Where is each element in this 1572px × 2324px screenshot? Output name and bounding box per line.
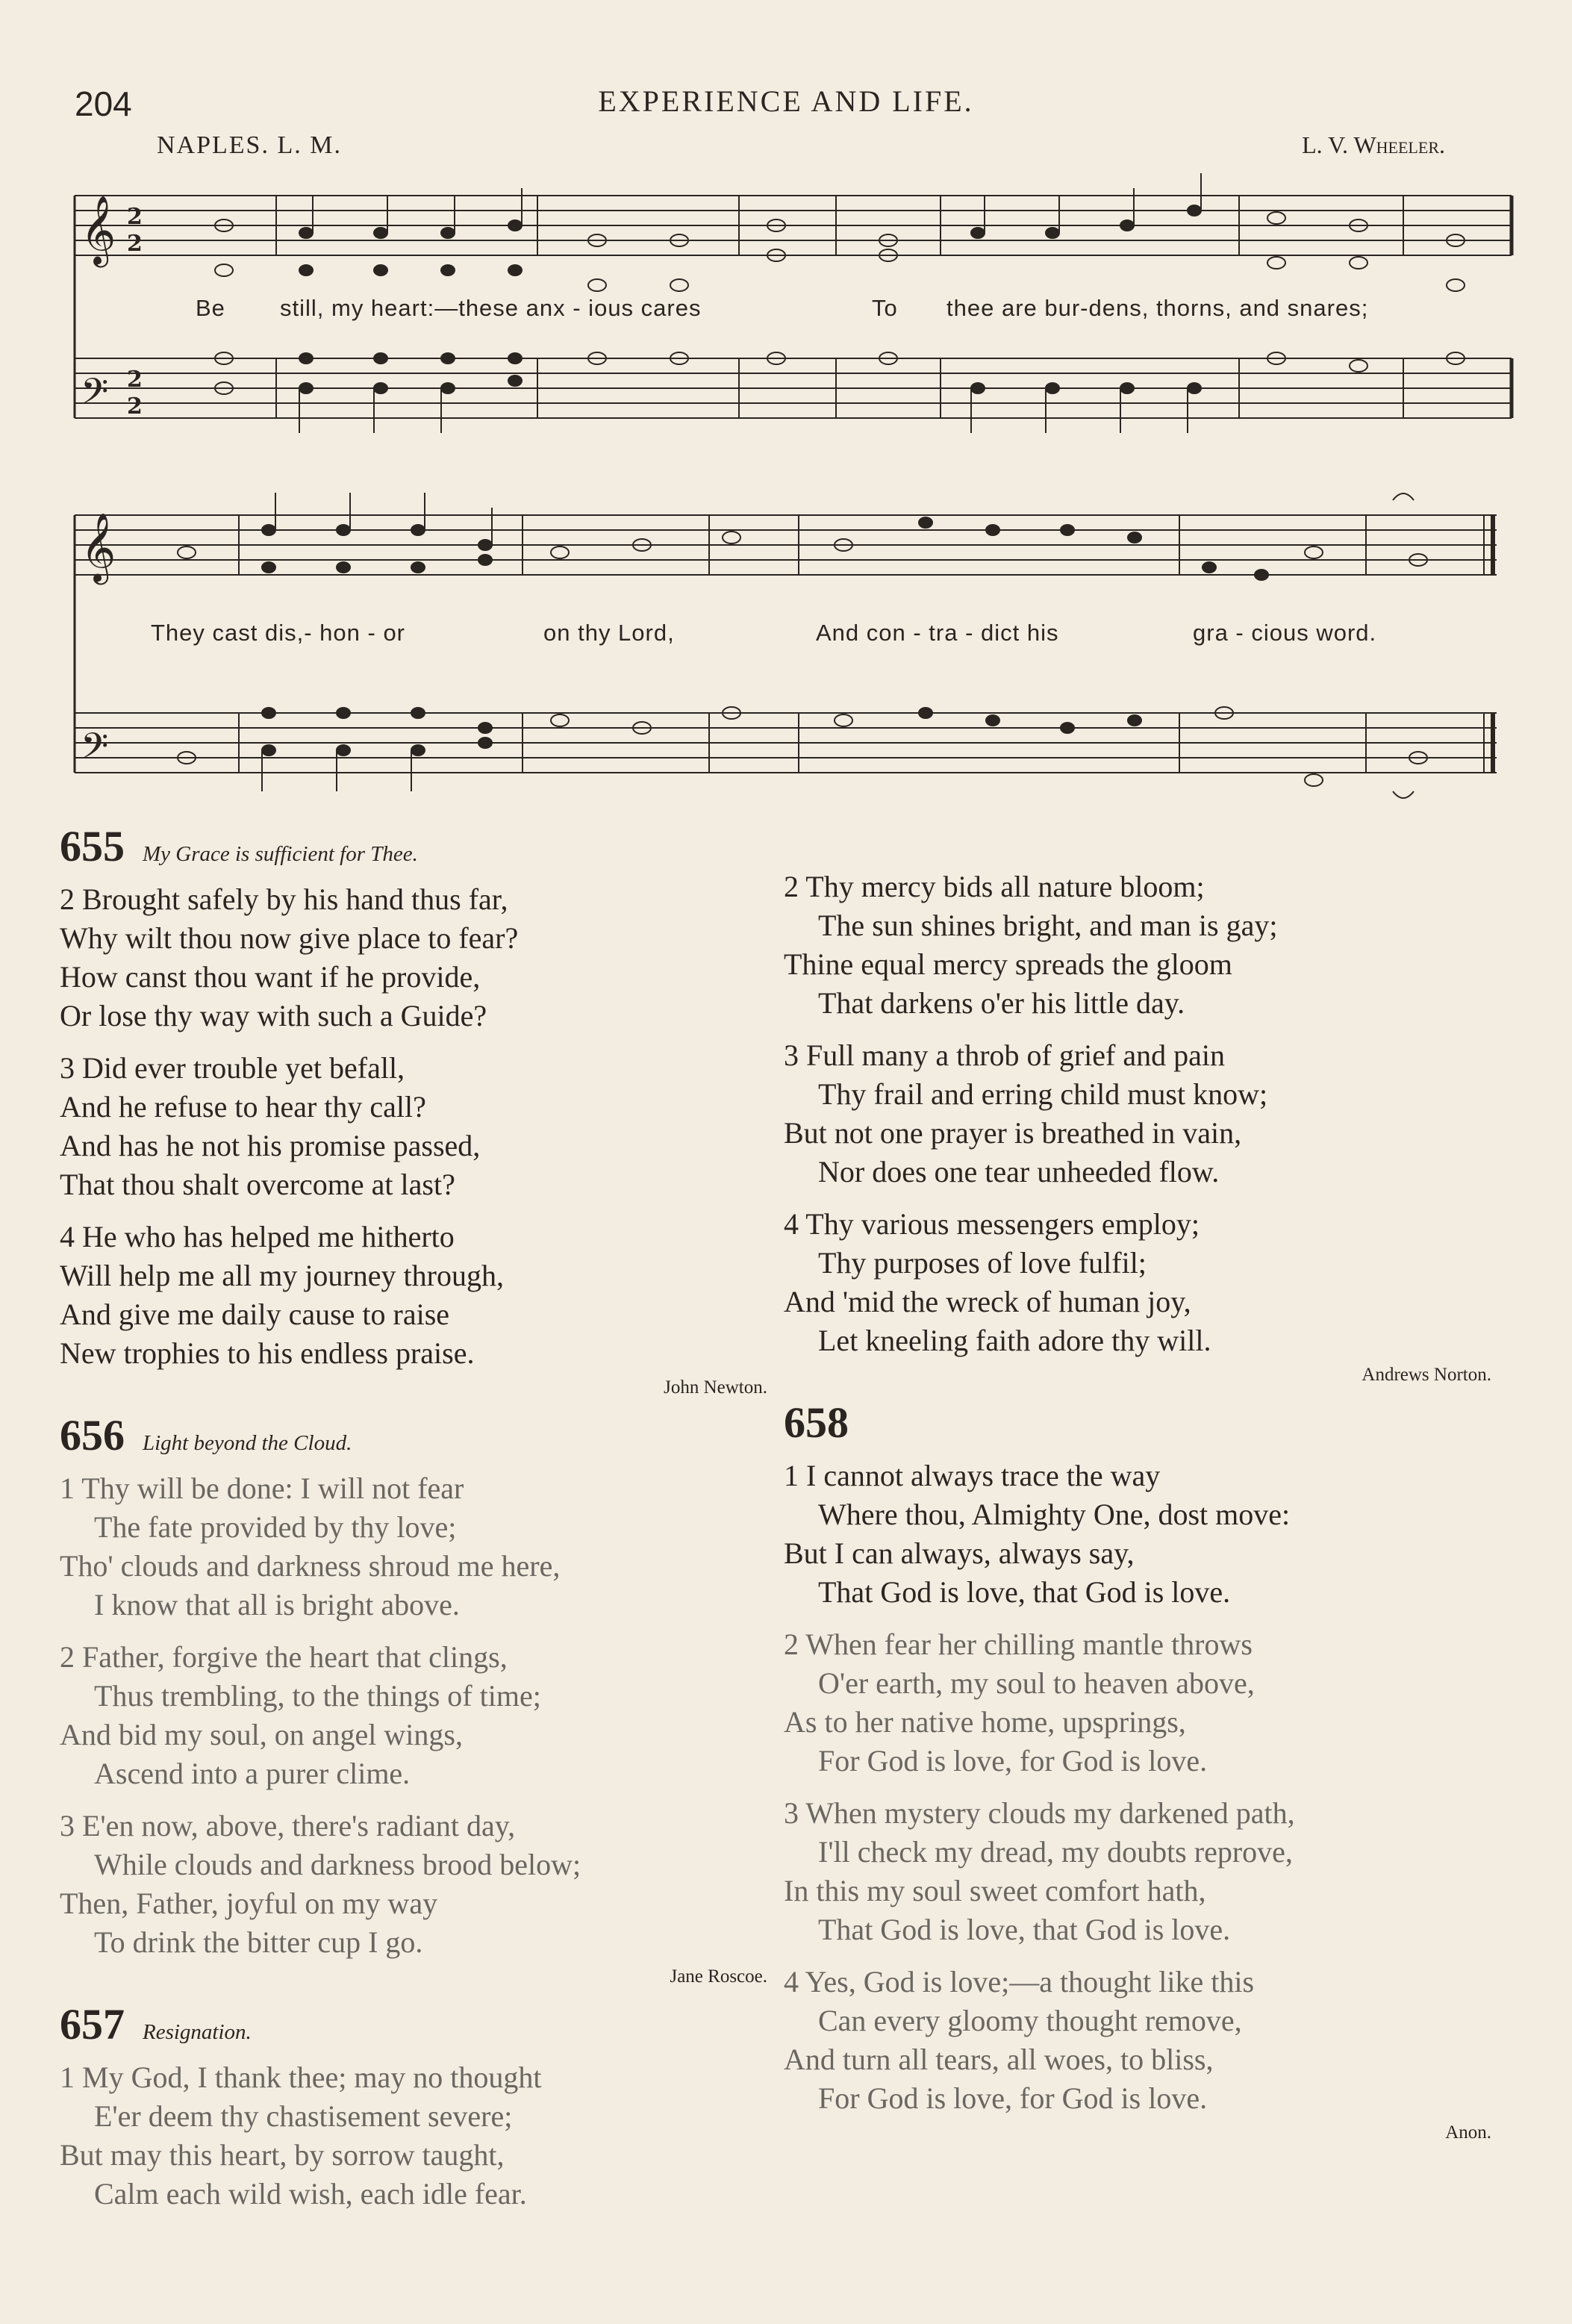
lyric-2c: And con - tra - dict his: [816, 620, 1059, 646]
hymn-author: Jane Roscoe.: [670, 1966, 767, 1987]
running-head: EXPERIENCE AND LIFE.: [598, 84, 974, 118]
lyric-2b: on thy Lord,: [543, 620, 675, 646]
stanza: [784, 1963, 1500, 2118]
verse-line: But I can always, always say,: [784, 1536, 1135, 1570]
verse-line: Can every gloomy thought remove,: [818, 2004, 1242, 2037]
verse-line: To drink the bitter cup I go.: [94, 1925, 423, 1959]
verse-line: Nor does one tear unheeded flow.: [818, 1155, 1220, 1189]
stanza: [60, 1469, 776, 1624]
stanza: [784, 1205, 1500, 1360]
verse-line: 1 My God, I thank thee; may no thought: [60, 2060, 542, 2094]
verse-line: I'll check my dread, my doubts reprove,: [818, 1835, 1293, 1869]
svg-text:2: 2: [127, 367, 143, 393]
verse-line: 2 Thy mercy bids all nature bloom;: [784, 870, 1205, 903]
tune-name: NAPLES. L. M.: [157, 131, 342, 159]
hymn-655: [60, 821, 776, 1398]
verse-line: But not one prayer is breathed in vain,: [784, 1116, 1242, 1150]
hymn-title: My Grace is sufficient for Thee.: [143, 842, 418, 866]
verse-line: Or lose thy way with such a Guide?: [60, 999, 487, 1032]
verse-line: That God is love, that God is love.: [818, 1575, 1231, 1609]
verse-line: The fate provided by thy love;: [94, 1510, 457, 1544]
svg-text:2: 2: [127, 393, 143, 420]
lyric-2d: gra - cious word.: [1193, 620, 1377, 646]
lyric-1d: thee are bur-dens, thorns, and snares;: [946, 295, 1369, 321]
stanza: [60, 880, 776, 1035]
hymn-657-continued: [784, 867, 1500, 1386]
verse-line: Let kneeling faith adore thy will.: [818, 1324, 1211, 1357]
stanza: [60, 2058, 776, 2214]
lyric-1b: still, my heart:—these anx - ious cares: [280, 295, 702, 321]
verse-line: 1 I cannot always trace the way: [784, 1459, 1161, 1492]
hymn-658: [784, 1398, 1500, 2143]
verse-line: For God is love, for God is love.: [818, 1744, 1208, 1778]
verse-line: Thy purposes of love fulfil;: [818, 1246, 1147, 1280]
stanza: [60, 1218, 776, 1373]
lyric-1a: Be: [196, 295, 225, 321]
verse-line: And turn all tears, all woes, to bliss,: [784, 2043, 1214, 2076]
verse-line: 4 Thy various messengers employ;: [784, 1207, 1200, 1241]
verse-line: For God is love, for God is love.: [818, 2081, 1208, 2115]
verse-line: 4 Yes, God is love;—a thought like this: [784, 1965, 1255, 1999]
stanza: [784, 1794, 1500, 1949]
right-column: [784, 867, 1500, 2155]
verse-line: As to her native home, upsprings,: [784, 1705, 1186, 1739]
music-score: [0, 0, 1572, 806]
verse-line: E'er deem thy chastisement severe;: [94, 2099, 513, 2133]
verse-line: 2 When fear her chilling mantle throws: [784, 1627, 1253, 1661]
left-column: [60, 821, 776, 2227]
svg-text:2: 2: [127, 231, 143, 257]
verse-line: 3 Did ever trouble yet befall,: [60, 1051, 405, 1085]
verse-line: How canst thou want if he provide,: [60, 960, 481, 994]
stanza: [784, 867, 1500, 1023]
verse-line: 3 E'en now, above, there's radiant day,: [60, 1809, 516, 1842]
verse-line: 3 When mystery clouds my darkened path,: [784, 1796, 1295, 1830]
verse-line: Will help me all my journey through,: [60, 1259, 504, 1292]
verse-line: 2 Father, forgive the heart that clings,: [60, 1640, 508, 1674]
stanza: [60, 1807, 776, 1962]
svg-text:2: 2: [127, 204, 143, 230]
verse-line: That thou shalt overcome at last?: [60, 1168, 455, 1201]
treble-clef-icon: 𝄞: [81, 195, 116, 264]
stanza: [784, 1036, 1500, 1191]
verse-line: And give me daily cause to raise: [60, 1297, 450, 1331]
hymn-title: Resignation.: [143, 2020, 252, 2044]
verse-line: Thine equal mercy spreads the gloom: [784, 947, 1232, 981]
hymn-author: John Newton.: [664, 1377, 767, 1398]
page-number: 204: [75, 84, 132, 123]
verse-line: Calm each wild wish, each idle fear.: [94, 2177, 527, 2211]
verse-line: Why wilt thou now give place to fear?: [60, 921, 519, 955]
stanza: [60, 1049, 776, 1204]
verse-line: 2 Brought safely by his hand thus far,: [60, 882, 508, 916]
hymn-author: Andrews Norton.: [1362, 1365, 1491, 1385]
verse-line: Then, Father, joyful on my way: [60, 1887, 438, 1920]
verse-line: And bid my soul, on angel wings,: [60, 1718, 463, 1751]
hymn-author: Anon.: [1445, 2122, 1491, 2143]
verse-line: And 'mid the wreck of human joy,: [784, 1285, 1191, 1318]
verse-line: But may this heart, by sorrow taught,: [60, 2138, 505, 2172]
verse-line: And he refuse to hear thy call?: [60, 1090, 426, 1124]
staff-treble-1: [75, 196, 1512, 255]
lyric-2a: They cast dis,- hon - or: [151, 620, 406, 646]
verse-line: 1 Thy will be done: I will not fear: [60, 1471, 464, 1505]
hymn-number: 657: [60, 2000, 125, 2049]
svg-text:𝄢: 𝄢: [81, 725, 109, 776]
svg-text:𝄞: 𝄞: [81, 512, 116, 582]
hymn-number: 658: [784, 1398, 849, 1447]
staff-treble-2: [75, 515, 1497, 575]
stanza: [60, 1638, 776, 1793]
verse-line: Thus trembling, to the things of time;: [94, 1679, 541, 1713]
verse-line: That God is love, that God is love.: [818, 1913, 1231, 1946]
stanza: [784, 1625, 1500, 1781]
bass-clef-icon: 𝄢: [81, 370, 109, 421]
staff-bass-1: [75, 358, 1512, 418]
verse-line: While clouds and darkness brood below;: [94, 1848, 581, 1881]
verse-line: Ascend into a purer clime.: [94, 1757, 411, 1790]
verse-line: Thy frail and erring child must know;: [818, 1077, 1268, 1111]
lyric-1c: To: [872, 295, 898, 321]
verse-line: New trophies to his endless praise.: [60, 1336, 475, 1370]
stanza: [784, 1457, 1500, 1612]
verse-line: 3 Full many a throb of grief and pain: [784, 1038, 1225, 1072]
hymn-title: Light beyond the Cloud.: [143, 1431, 352, 1455]
verse-line: Tho' clouds and darkness shroud me here,: [60, 1549, 561, 1583]
hymn-657: [60, 1999, 776, 2214]
verse-line: 4 He who has helped me hitherto: [60, 1220, 455, 1253]
verse-line: That darkens o'er his little day.: [818, 986, 1185, 1020]
hymn-656: [60, 1410, 776, 1987]
hymn-number: 655: [60, 822, 125, 870]
verse-line: I know that all is bright above.: [94, 1588, 460, 1621]
verse-line: In this my soul sweet comfort hath,: [784, 1874, 1206, 1907]
hymn-number: 656: [60, 1411, 125, 1459]
verse-line: The sun shines bright, and man is gay;: [818, 909, 1278, 942]
verse-line: Where thou, Almighty One, dost move:: [818, 1498, 1291, 1531]
verse-line: O'er earth, my soul to heaven above,: [818, 1666, 1255, 1700]
tune-composer: L. V. Wheeler.: [1302, 131, 1445, 158]
staff-bass-2: [75, 713, 1497, 773]
verse-line: And has he not his promise passed,: [60, 1129, 481, 1162]
